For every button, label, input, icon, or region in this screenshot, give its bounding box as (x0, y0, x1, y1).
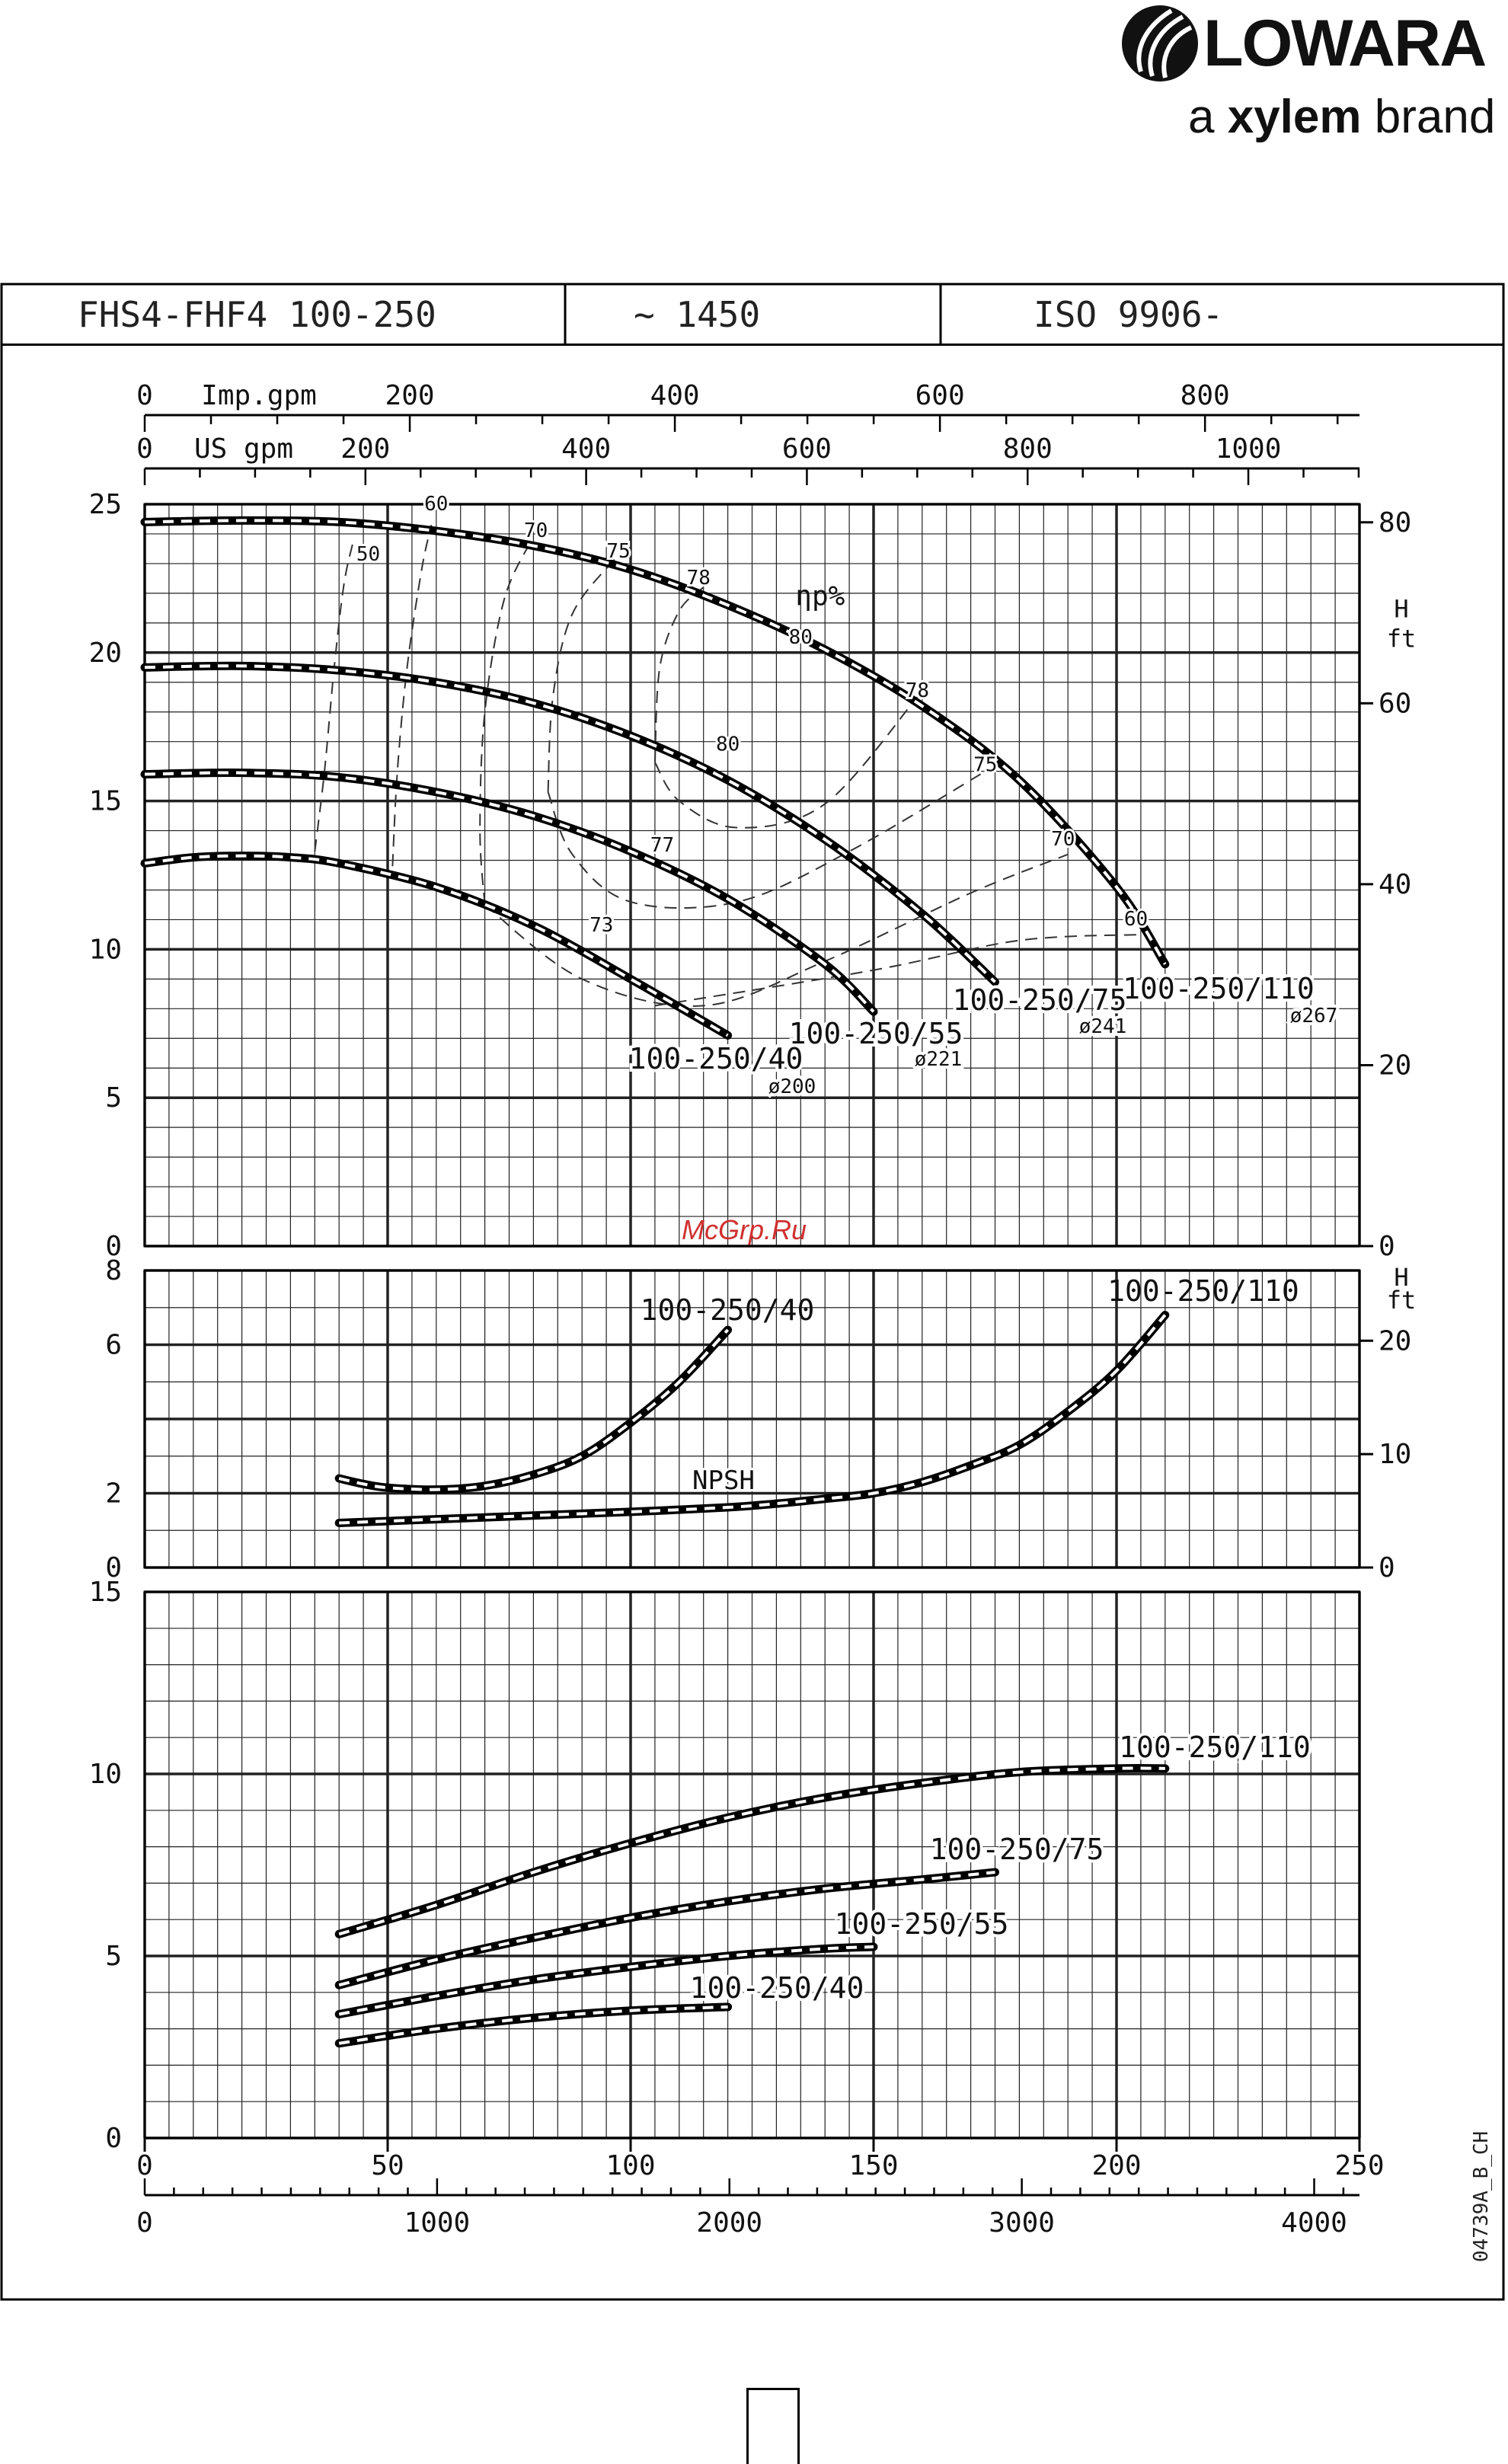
x-secondary-tick-label: 4000 (1281, 2207, 1347, 2239)
npsh-annotation: NPSH (692, 1465, 755, 1496)
impeller-diameter-label: ø267 (1289, 1005, 1338, 1027)
imp-gpm-tick-label: 0 (136, 380, 153, 411)
impeller-diameter-label: ø200 (768, 1075, 816, 1098)
y-right-tick-label-npsh: 10 (1379, 1439, 1412, 1471)
y-tick-label-power: 15 (88, 1577, 122, 1608)
efficiency-label-4: 78 (686, 567, 711, 590)
efficiency-label-2: 70 (523, 519, 548, 542)
power-series-label: 100-250/40 (689, 1971, 864, 2005)
impeller-diameter-label: ø241 (1078, 1015, 1127, 1038)
us-gpm-axis-label: US gpm (193, 433, 294, 465)
y-right-tick-label-npsh: 0 (1379, 1552, 1395, 1584)
imp-gpm-tick-label: 400 (650, 380, 700, 411)
us-gpm-tick-label: 1000 (1215, 433, 1282, 465)
y-tick-label-npsh: 8 (105, 1255, 122, 1286)
y-right-axis-head-h: H (1394, 594, 1409, 624)
efficiency-label-0: 50 (356, 543, 381, 567)
efficiency-label-3: 75 (606, 540, 631, 564)
y-right-tick-label-head: 80 (1379, 507, 1412, 539)
x-secondary-tick-label: 2000 (696, 2207, 763, 2239)
y-tick-label-head: 10 (88, 934, 122, 966)
y-tick-label-head: 25 (88, 489, 122, 520)
y-right-axis-head-ft: ft (1386, 624, 1417, 654)
x-secondary-tick-label: 3000 (989, 2207, 1055, 2239)
x-tick-label-main: 50 (371, 2150, 404, 2181)
head-series-label: 100-250/110 (1123, 972, 1315, 1005)
us-gpm-tick-label: 200 (340, 433, 391, 465)
imp-gpm-tick-label: 600 (915, 380, 965, 411)
imp-gpm-tick-label: 200 (385, 380, 435, 411)
x-tick-label-main: 100 (605, 2150, 656, 2181)
y-tick-label-npsh: 6 (105, 1329, 122, 1361)
y-right-tick-label-head: 40 (1379, 868, 1412, 900)
y-tick-label-npsh: 2 (105, 1478, 122, 1510)
watermark: McGrp.Ru (682, 1214, 807, 1245)
efficiency-label-10: 80 (715, 733, 740, 756)
us-gpm-tick-label: 400 (561, 433, 612, 465)
y-right-axis-npsh-ft: ft (1386, 1286, 1417, 1315)
x-tick-label-main: 0 (136, 2150, 153, 2181)
title-bar (2, 284, 1503, 346)
us-gpm-tick-label: 600 (781, 433, 832, 465)
efficiency-label-9: 60 (1123, 908, 1149, 932)
x-tick-label-main: 150 (848, 2150, 899, 2181)
efficiency-label-5: 80 (788, 626, 813, 650)
speed-label: ~ 1450 (634, 294, 761, 335)
npsh-series-label: 100-250/110 (1107, 1274, 1299, 1308)
power-grid (145, 1592, 1359, 2138)
brand-tagline: a xylem brand (1188, 91, 1496, 143)
npsh-series-label: 100-250/40 (640, 1293, 815, 1327)
efficiency-label-1: 60 (424, 492, 449, 516)
standard-label: ISO 9906- (1034, 294, 1224, 335)
efficiency-contour-6 (548, 772, 986, 908)
y-tick-label-npsh: 0 (105, 1552, 122, 1584)
efficiency-label-8: 70 (1051, 828, 1075, 852)
y-tick-label-head: 15 (88, 785, 122, 817)
x-secondary-tick-label: 0 (136, 2207, 153, 2239)
y-tick-label-head: 5 (105, 1082, 122, 1114)
drawing-code: 04739A_B_CH (1470, 2130, 1493, 2262)
y-right-axis-npsh-h: H (1394, 1263, 1409, 1292)
y-right-tick-label-head: 60 (1379, 688, 1412, 720)
efficiency-label-11: 77 (650, 833, 675, 857)
x-secondary-tick-label: 1000 (404, 2207, 471, 2239)
power-series-label: 100-250/75 (929, 1833, 1104, 1866)
impeller-diameter-label: ø221 (914, 1048, 963, 1071)
power-series-label: 100-250/110 (1119, 1731, 1311, 1764)
head-series-label: 100-250/40 (628, 1042, 804, 1075)
y-tick-label-power: 5 (105, 1941, 122, 1972)
efficiency-contour-0 (315, 540, 353, 852)
efficiency-symbol-label: ηp% (795, 580, 845, 612)
y-tick-label-power: 10 (88, 1759, 122, 1790)
y-tick-label-power: 0 (105, 2123, 122, 2154)
y-tick-label-head: 20 (88, 637, 122, 669)
model-title: FHS4-FHF4 100-250 (78, 294, 436, 335)
page-tab-box (746, 2388, 800, 2464)
x-tick-label-main: 250 (1334, 2150, 1385, 2181)
brand-name: LOWARA (1203, 7, 1486, 80)
imp-gpm-axis-label: Imp.gpm (201, 380, 317, 411)
us-gpm-tick-label: 0 (136, 433, 153, 465)
y-right-tick-label-npsh: 20 (1379, 1325, 1412, 1357)
y-right-tick-label-head: 20 (1379, 1050, 1412, 1082)
y-tick-label-head: 0 (105, 1231, 122, 1262)
y-right-tick-label-head: 0 (1379, 1231, 1395, 1262)
head-series-label: 100-250/55 (788, 1017, 963, 1050)
power-series-label: 100-250/55 (834, 1907, 1009, 1941)
head-series-label: 100-250/75 (952, 983, 1127, 1017)
us-gpm-tick-label: 800 (1002, 433, 1053, 465)
efficiency-contour-2 (480, 537, 533, 905)
efficiency-label-6: 78 (905, 679, 930, 703)
x-tick-label-main: 200 (1091, 2150, 1142, 2181)
imp-gpm-tick-label: 800 (1180, 380, 1230, 411)
efficiency-label-12: 73 (589, 914, 614, 938)
efficiency-label-7: 75 (973, 753, 998, 777)
